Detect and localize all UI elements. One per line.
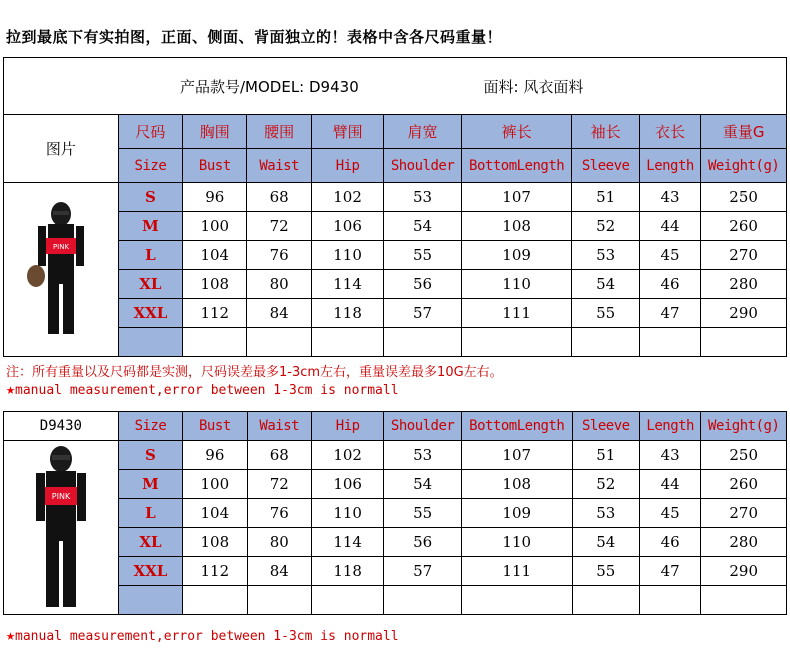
table-cell: 100 [183,470,247,499]
en-header: Hip [311,412,383,441]
size-cell: S [118,441,182,470]
table-cell: 84 [247,299,311,328]
en-header: Waist [247,149,311,183]
table-cell: 55 [572,299,639,328]
table-cell: 102 [311,441,383,470]
en-header: Shoulder [384,412,461,441]
table-cell: 54 [572,528,639,557]
table-row [4,183,787,212]
en-header: Sleeve [572,149,639,183]
size-cell: XL [118,528,182,557]
cn-header: 尺码 [118,115,182,149]
size-table-1 [3,57,787,357]
table-cell: 57 [384,557,461,586]
table-cell: 72 [247,212,311,241]
table-cell: 110 [461,270,572,299]
star-icon: ★ [6,626,16,644]
table-cell: 54 [384,212,461,241]
table-cell: 106 [311,470,383,499]
table-cell: 47 [640,557,701,586]
en-header: BottomLength [461,149,572,183]
table-cell: 260 [701,212,787,241]
table-row [4,299,787,328]
table-cell: 108 [461,212,572,241]
note-en-text: manual measurement,error between 1-3cm is normall [15,629,399,644]
en-header: Length [639,149,700,183]
cn-header: 肩宽 [384,115,461,149]
picture-label: 图片 [4,115,119,183]
star-icon: ★ [6,380,16,398]
note-en-text: manual measurement,error between 1-3cm is normall [15,383,399,398]
model-label: 产品款号/MODEL: D9430 [180,77,359,96]
en-header: Bust [183,412,247,441]
size-cell: L [118,499,182,528]
table-cell: 111 [461,557,572,586]
table-cell: 290 [701,557,787,586]
table-cell: 290 [701,299,787,328]
table-cell: 106 [311,212,383,241]
table-row [4,441,787,470]
table-cell: 109 [461,499,572,528]
en-header-row [4,149,787,183]
table-cell: 68 [247,441,311,470]
table-row [4,557,787,586]
table-cell: 45 [640,499,701,528]
table-cell: 84 [247,557,311,586]
table-cell: 44 [640,470,701,499]
en-header: Hip [311,149,383,183]
table-cell: 112 [183,299,247,328]
en-header: BottomLength [461,412,572,441]
cn-header: 衣长 [639,115,700,149]
table-cell: 45 [639,241,700,270]
cn-header: 裤长 [461,115,572,149]
table-cell: 56 [384,528,461,557]
table-cell: 104 [183,499,247,528]
table-row [4,212,787,241]
table-cell: 53 [384,441,461,470]
table-cell: 109 [461,241,572,270]
size-cell: XL [118,270,182,299]
table-cell: 52 [572,470,639,499]
table-cell: 110 [461,528,572,557]
size-cell: M [118,470,182,499]
table-row [4,499,787,528]
table-cell: 43 [639,183,700,212]
table-cell: 96 [183,441,247,470]
table-cell: 80 [247,270,311,299]
cn-header: 重量G [701,115,787,149]
table-cell: 51 [572,183,639,212]
table-cell: 68 [247,183,311,212]
model-row [4,58,787,115]
table-cell: 76 [247,499,311,528]
product-photo [24,200,98,340]
product-photo-cell [4,441,119,615]
table-cell: 72 [247,470,311,499]
table-cell: 54 [572,270,639,299]
table-cell: 55 [384,241,461,270]
table-cell: 55 [572,557,639,586]
table-cell: 270 [701,499,787,528]
cn-header: 臂围 [311,115,383,149]
en-header: Weight(g) [701,412,787,441]
note-en-2 [6,626,399,644]
table-cell: 53 [572,241,639,270]
table-cell: 76 [247,241,311,270]
table-cell: 47 [639,299,700,328]
product-photo [24,443,98,613]
product-photo-cell [4,183,119,357]
table-row [4,241,787,270]
en-header: Size [118,149,182,183]
table-row [4,528,787,557]
table-cell: 51 [572,441,639,470]
note-cn: 注：所有重量以及尺码都是实测，尺码误差最多1-3cm左右，重量误差最多10G左右。 [6,365,503,380]
empty-row [4,328,787,357]
table-cell: 118 [311,299,383,328]
table-cell: 110 [311,241,383,270]
cn-header-row [4,115,787,149]
table-cell: 55 [384,499,461,528]
table-cell: 111 [461,299,572,328]
table-cell: 112 [183,557,247,586]
table-cell: 280 [701,270,787,299]
table-cell: 114 [311,528,383,557]
table-cell: 56 [384,270,461,299]
cn-header: 胸围 [183,115,247,149]
table-cell: 102 [311,183,383,212]
table-cell: 250 [701,441,787,470]
table-cell: 53 [572,499,639,528]
table-cell: 53 [384,183,461,212]
en-header: Length [640,412,701,441]
top-note: 拉到最底下有实拍图，正面、侧面、背面独立的！表格中含各尺码重量！ [6,28,503,46]
table-cell: 107 [461,183,572,212]
table-cell: 46 [640,528,701,557]
size-cell: M [118,212,182,241]
table-cell: 108 [461,470,572,499]
cn-header: 腰围 [247,115,311,149]
table-row [4,470,787,499]
shirt-print-text: PINK [52,242,69,251]
table-cell: 54 [384,470,461,499]
table-cell: 250 [701,183,787,212]
note-en-1 [6,380,399,398]
table-cell: 107 [461,441,572,470]
table-cell: 96 [183,183,247,212]
table-cell: 44 [639,212,700,241]
size-cell: S [118,183,182,212]
table-cell: 108 [183,528,247,557]
en-header: Size [118,412,182,441]
table-cell: 43 [640,441,701,470]
shirt-print-text: PINK [51,491,71,501]
fabric-label: 面料: 风衣面料 [483,77,584,96]
size-cell: L [118,241,182,270]
en-header: Sleeve [572,412,639,441]
table-cell: 52 [572,212,639,241]
en-header: Waist [247,412,311,441]
table-cell: 104 [183,241,247,270]
table-cell: 270 [701,241,787,270]
cn-header: 袖长 [572,115,639,149]
empty-row [4,586,787,615]
en-header: Shoulder [384,149,461,183]
table-cell: 110 [311,499,383,528]
table-row [4,270,787,299]
size-cell: XXL [118,299,182,328]
table-cell: 108 [183,270,247,299]
en-header: Bust [183,149,247,183]
table-cell: 260 [701,470,787,499]
table-cell: 100 [183,212,247,241]
en-header: Weight(g) [701,149,787,183]
table-cell: 80 [247,528,311,557]
table-cell: 118 [311,557,383,586]
table2-label: D9430 [4,412,119,441]
table-cell: 114 [311,270,383,299]
table-cell: 46 [639,270,700,299]
en-header-row [4,412,787,441]
table-cell: 280 [701,528,787,557]
size-cell: XXL [118,557,182,586]
table-cell: 57 [384,299,461,328]
size-table-2 [3,411,787,615]
